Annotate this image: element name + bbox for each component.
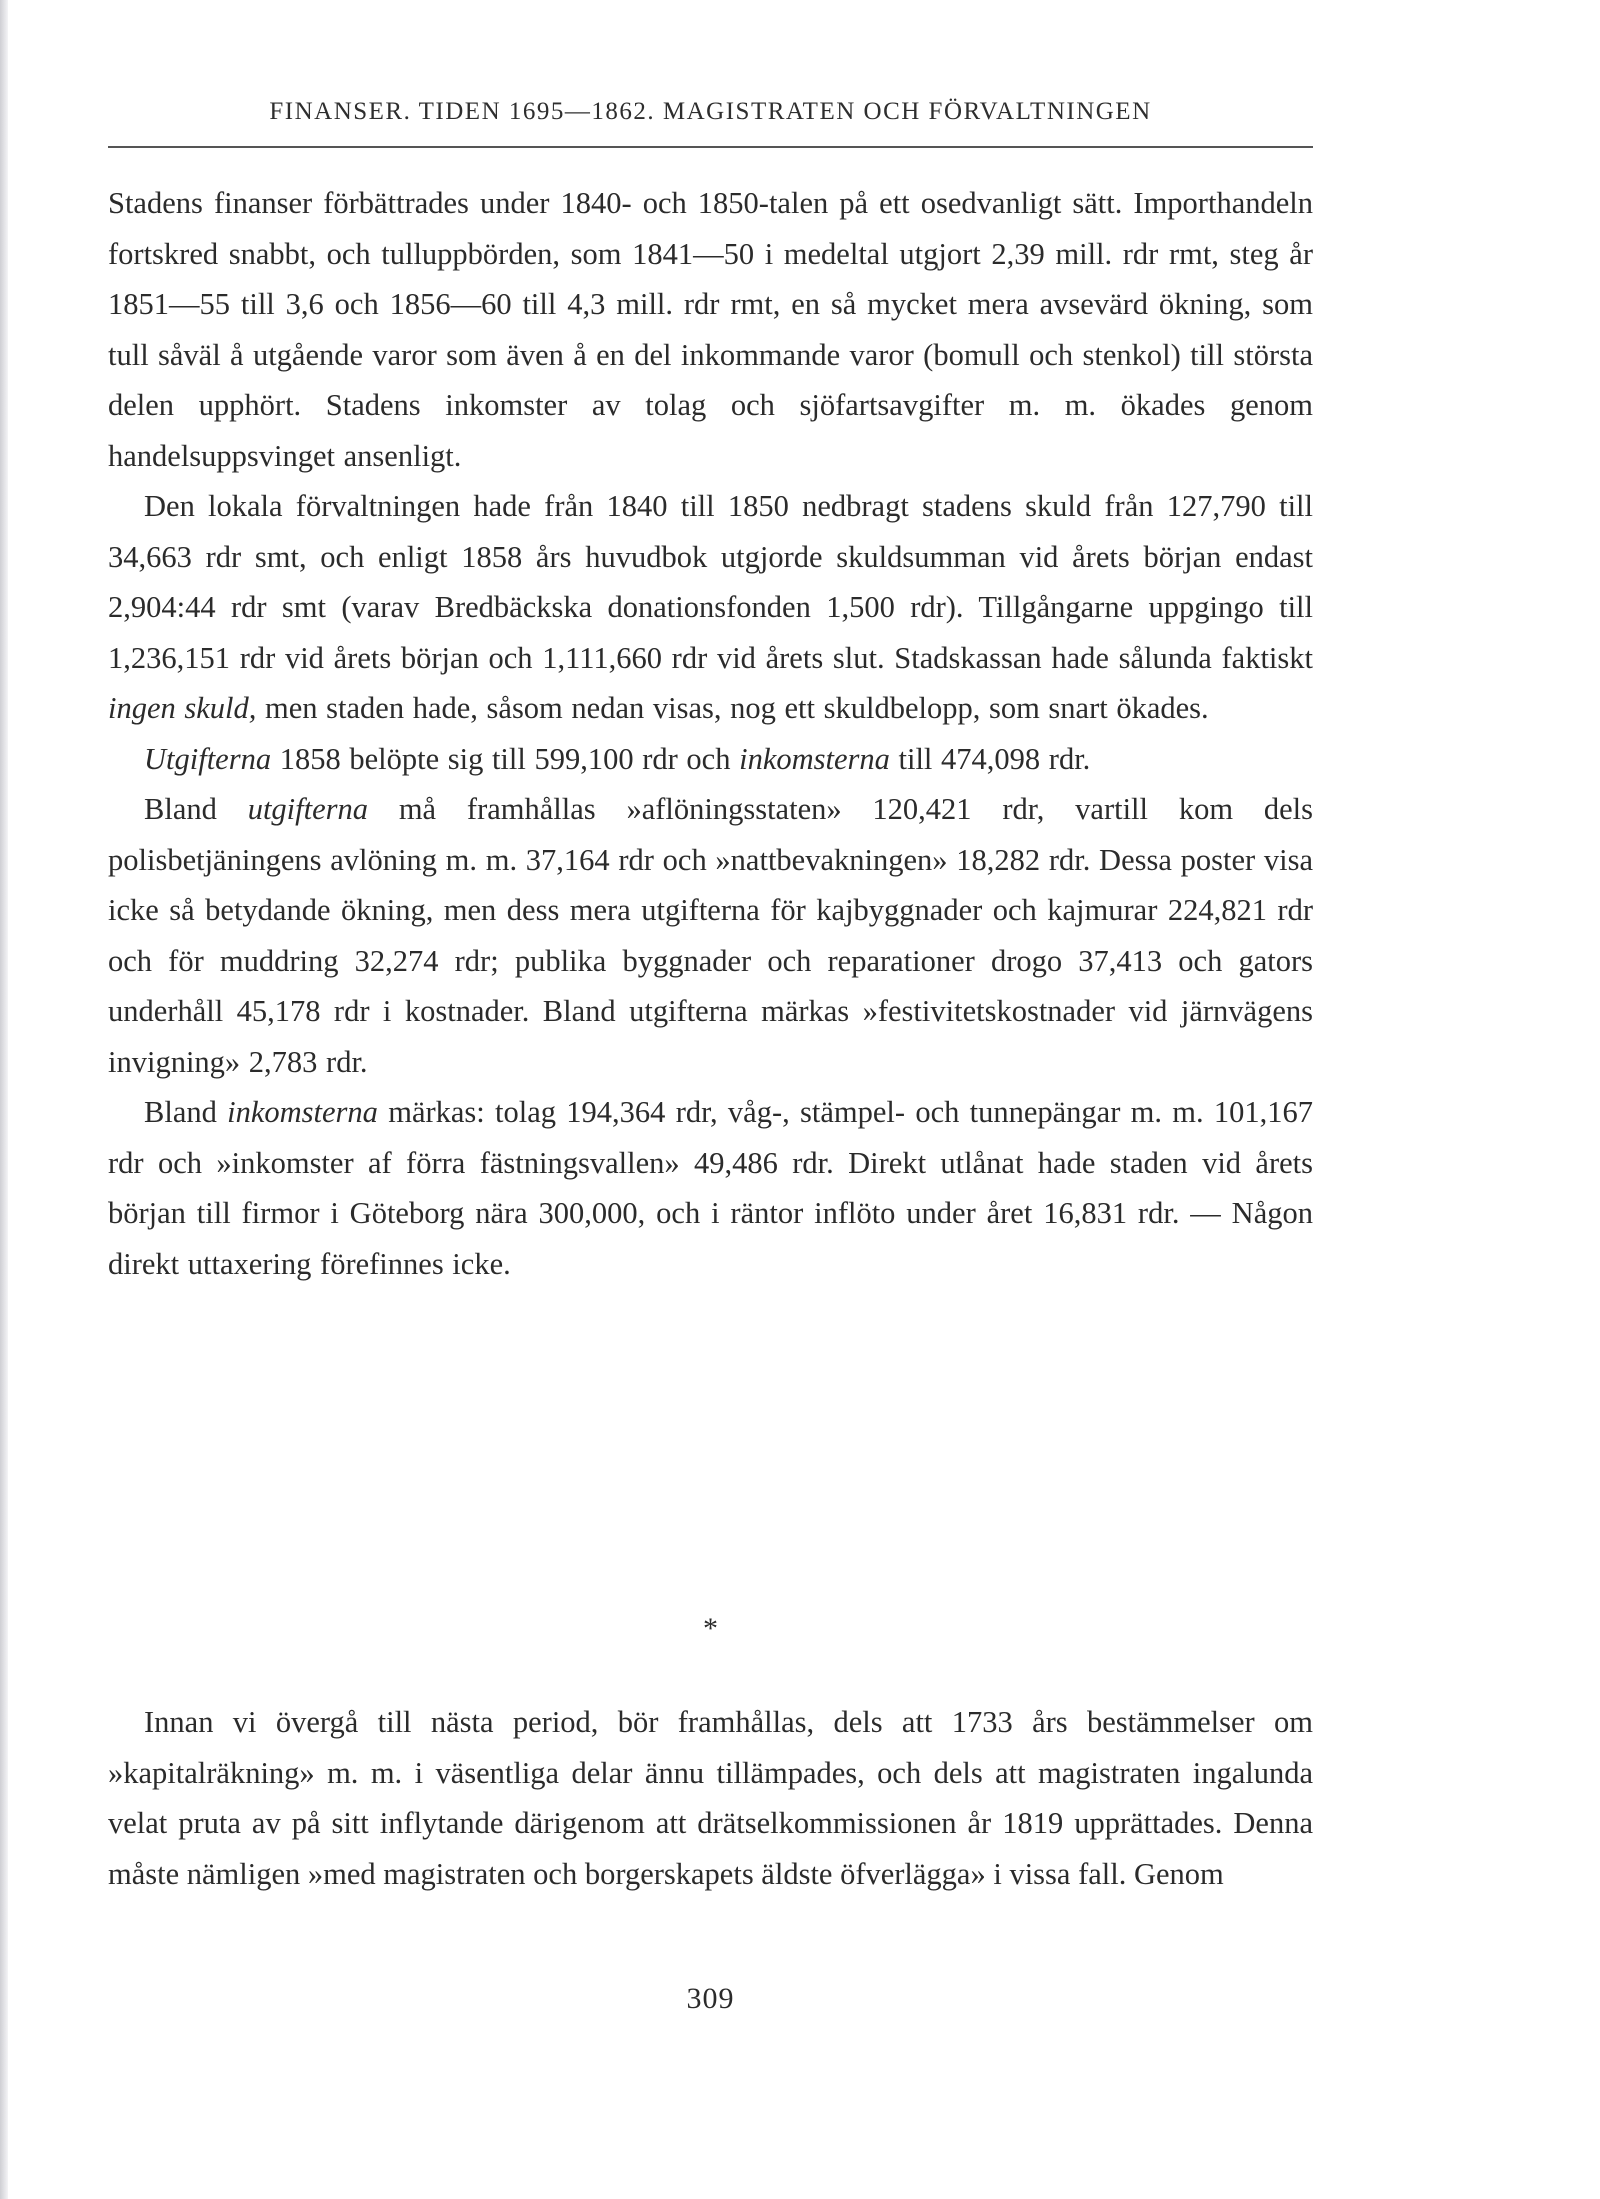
paragraph-6: Innan vi övergå till nästa period, bör framhållas, dels att 1733 års bestämmelser om »kapitalräkning» m. m. i väsentliga delar ännu tillämpades, och dels att magistraten ingalunda velat pruta av på sitt inflytande därigenom att drätselkommissionen år 1819 upprättades. Denna måste nämligen »med magistraten och borgerskapets äldste öfverlägga» i vissa fall. Genom	[108, 1705, 1313, 1891]
paragraph-2-emphasis: ingen skuld,	[108, 691, 257, 725]
paragraph-3-emphasis-inkomsterna: inkomsterna	[739, 741, 890, 776]
paragraph-1: Stadens finanser förbättrades under 1840- och 1850-talen på ett osedvanligt sätt. Importhandeln fortskred snabbt, och tulluppbörden, som 1841—50 i medeltal utgjort 2,39 mill. rdr rmt, steg år 1851—55 till 3,6 och 1856—60 till 4,3 mill. rdr rmt, en så mycket mera avsevärd ökning, som tull såväl å utgående varor som även å en del inkommande varor (bomull och stenkol) till största delen upphört. Stadens inkomster av tolag och sjöfartsavgifter m. m. ökades genom handelsuppsvinget ansenligt.	[108, 186, 1313, 473]
paragraph-3-emphasis-utgifterna: Utgifterna	[144, 741, 272, 776]
paragraph-3-end: till 474,098 rdr.	[898, 741, 1091, 776]
paragraph-3	[108, 734, 1313, 785]
paragraph-3-mid: 1858 belöpte sig till 599,100 rdr och	[279, 741, 731, 776]
paragraph-4-start: Bland	[144, 792, 217, 826]
page-number: 309	[686, 1982, 735, 2015]
header-rule	[108, 146, 1313, 148]
second-text-block	[108, 1697, 1313, 1899]
paragraph-2-text: Den lokala förvaltningen hade från 1840 till 1850 nedbragt stadens skuld från 127,790 till 34,663 rdr smt, och enligt 1858 års huvudbok utgjorde skuldsumman vid årets början endast 2,904:44 rdr smt (varav Bredbäckska donationsfonden 1,500 rdr). Tillgångarne uppgingo till 1,236,151 rdr vid årets början och 1,111,660 rdr vid årets slut. Stadskassan hade sålunda faktiskt	[108, 489, 1313, 675]
paragraph-5-start: Bland	[144, 1095, 217, 1129]
paragraph-4-emphasis: utgifterna	[247, 792, 368, 826]
paragraph-2-end: men staden hade, såsom nedan visas, nog ett skuldbelopp, som snart ökades.	[265, 691, 1209, 725]
paragraph-4	[108, 784, 1313, 1087]
paragraph-2	[108, 481, 1313, 734]
running-header: FINANSER. TIDEN 1695—1862. MAGISTRATEN OCH FÖRVALTNINGEN	[269, 98, 1152, 125]
paragraph-5-end: märkas: tolag 194,364 rdr, våg-, stämpel- och tunnepängar m. m. 101,167 rdr och »inkomster af förra fästningsvallen» 49,486 rdr. Direkt utlånat hade staden vid årets början till firmor i Göteborg nära 300,000, och i räntor inflöto under året 16,831 rdr. — Någon direkt uttaxering förefinnes icke.	[108, 1095, 1314, 1281]
paragraph-5	[108, 1087, 1313, 1289]
paragraph-5-emphasis: inkomsterna	[227, 1095, 378, 1129]
section-separator: *	[703, 1612, 718, 1645]
paragraph-4-end: må framhållas »aflöningsstaten» 120,421 rdr, vartill kom dels polisbetjäningens avlöning m. m. 37,164 rdr och »nattbevakningen» 18,282 rdr. Dessa poster visa icke så betydande ökning, men dess mera utgifterna för kajbyggnader och kajmurar 224,821 rdr och för muddring 32,274 rdr; publika byggnader och reparationer drogo 37,413 och gators underhåll 45,178 rdr i kostnader. Bland utgifterna märkas »festivitetskostnader vid järnvägens invigning» 2,783 rdr.	[108, 792, 1314, 1079]
main-text-block	[108, 178, 1313, 1289]
page-edge-shadow	[0, 0, 8, 2199]
